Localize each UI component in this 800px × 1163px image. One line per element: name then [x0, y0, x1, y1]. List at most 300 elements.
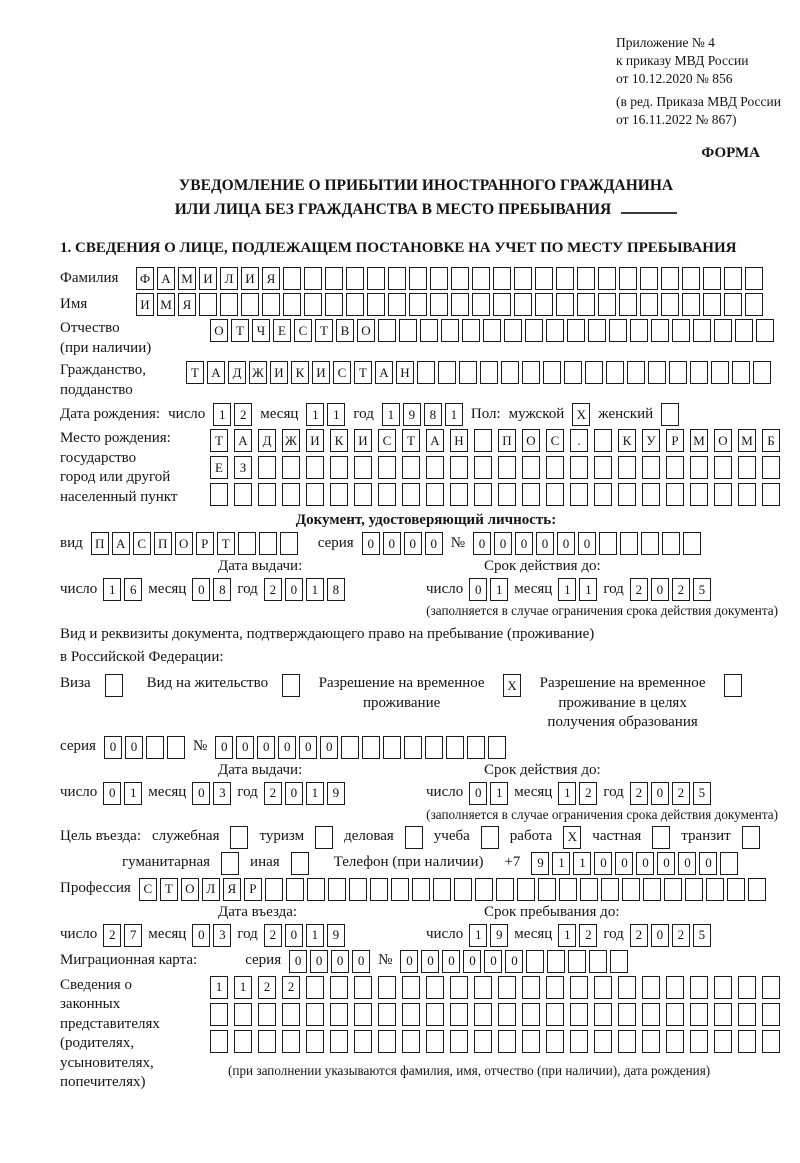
- char-cell[interactable]: 2: [672, 578, 690, 601]
- char-cell[interactable]: [642, 456, 660, 479]
- char-cell[interactable]: [483, 319, 501, 342]
- char-cell[interactable]: 0: [285, 924, 303, 947]
- char-cell[interactable]: Е: [273, 319, 291, 342]
- char-cell[interactable]: [703, 293, 721, 316]
- char-cell[interactable]: Т: [217, 532, 235, 555]
- char-cell[interactable]: [354, 976, 372, 999]
- char-cell[interactable]: 0: [404, 532, 422, 555]
- char-cell[interactable]: 0: [352, 950, 370, 973]
- stay-issue-month[interactable]: [192, 782, 231, 805]
- char-cell[interactable]: 1: [573, 852, 591, 875]
- char-cell[interactable]: [501, 361, 519, 384]
- purpose-business-checkbox[interactable]: [405, 826, 423, 849]
- char-cell[interactable]: [567, 319, 585, 342]
- char-cell[interactable]: [475, 878, 493, 901]
- char-cell[interactable]: [652, 826, 670, 849]
- char-cell[interactable]: Б: [762, 429, 780, 452]
- char-cell[interactable]: Т: [160, 878, 178, 901]
- char-cell[interactable]: [426, 1030, 444, 1053]
- char-cell[interactable]: 0: [299, 736, 317, 759]
- char-cell[interactable]: 0: [104, 736, 122, 759]
- char-cell[interactable]: [221, 852, 239, 875]
- char-cell[interactable]: [538, 878, 556, 901]
- char-cell[interactable]: [589, 950, 607, 973]
- legal-reps-input-row1[interactable]: [210, 976, 780, 999]
- char-cell[interactable]: [234, 1003, 252, 1026]
- char-cell[interactable]: [430, 267, 448, 290]
- char-cell[interactable]: Т: [354, 361, 372, 384]
- char-cell[interactable]: [450, 1003, 468, 1026]
- char-cell[interactable]: 2: [579, 924, 597, 947]
- char-cell[interactable]: [493, 293, 511, 316]
- char-cell[interactable]: 0: [484, 950, 502, 973]
- char-cell[interactable]: 2: [264, 578, 282, 601]
- char-cell[interactable]: [105, 674, 123, 697]
- stay-until-month[interactable]: [558, 924, 597, 947]
- char-cell[interactable]: И: [312, 361, 330, 384]
- char-cell[interactable]: [546, 319, 564, 342]
- char-cell[interactable]: [703, 267, 721, 290]
- char-cell[interactable]: [714, 976, 732, 999]
- char-cell[interactable]: [462, 319, 480, 342]
- char-cell[interactable]: М: [738, 429, 756, 452]
- char-cell[interactable]: 1: [327, 403, 345, 426]
- char-cell[interactable]: [349, 878, 367, 901]
- char-cell[interactable]: П: [91, 532, 109, 555]
- char-cell[interactable]: [354, 1003, 372, 1026]
- purpose-transit-checkbox[interactable]: [742, 826, 760, 849]
- char-cell[interactable]: 9: [327, 782, 345, 805]
- char-cell[interactable]: 1: [306, 782, 324, 805]
- char-cell[interactable]: К: [618, 429, 636, 452]
- char-cell[interactable]: [630, 319, 648, 342]
- char-cell[interactable]: .: [570, 429, 588, 452]
- char-cell[interactable]: [742, 826, 760, 849]
- char-cell[interactable]: 0: [192, 924, 210, 947]
- char-cell[interactable]: [762, 1030, 780, 1053]
- identity-expiry-day[interactable]: [469, 578, 508, 601]
- char-cell[interactable]: [199, 293, 217, 316]
- patronymic-input[interactable]: [210, 319, 774, 342]
- char-cell[interactable]: [234, 483, 252, 506]
- char-cell[interactable]: Н: [450, 429, 468, 452]
- char-cell[interactable]: [661, 403, 679, 426]
- char-cell[interactable]: [488, 736, 506, 759]
- char-cell[interactable]: [474, 1003, 492, 1026]
- identity-expiry-year[interactable]: [630, 578, 711, 601]
- stay-expiry-year[interactable]: [630, 782, 711, 805]
- char-cell[interactable]: 1: [234, 976, 252, 999]
- char-cell[interactable]: Т: [402, 429, 420, 452]
- char-cell[interactable]: [402, 1030, 420, 1053]
- char-cell[interactable]: [556, 267, 574, 290]
- char-cell[interactable]: С: [333, 361, 351, 384]
- char-cell[interactable]: [642, 976, 660, 999]
- char-cell[interactable]: [651, 319, 669, 342]
- char-cell[interactable]: [588, 319, 606, 342]
- char-cell[interactable]: [404, 736, 422, 759]
- char-cell[interactable]: [577, 293, 595, 316]
- char-cell[interactable]: [738, 456, 756, 479]
- char-cell[interactable]: [690, 456, 708, 479]
- char-cell[interactable]: [711, 361, 729, 384]
- char-cell[interactable]: 0: [651, 924, 669, 947]
- stay-until-year[interactable]: [630, 924, 711, 947]
- char-cell[interactable]: И: [354, 429, 372, 452]
- char-cell[interactable]: [622, 878, 640, 901]
- char-cell[interactable]: [619, 267, 637, 290]
- char-cell[interactable]: [474, 1030, 492, 1053]
- char-cell[interactable]: 0: [425, 532, 443, 555]
- char-cell[interactable]: [543, 361, 561, 384]
- char-cell[interactable]: [388, 267, 406, 290]
- char-cell[interactable]: [472, 293, 490, 316]
- char-cell[interactable]: 0: [289, 950, 307, 973]
- char-cell[interactable]: [664, 878, 682, 901]
- char-cell[interactable]: [258, 456, 276, 479]
- legal-reps-input-row3[interactable]: [210, 1030, 780, 1053]
- char-cell[interactable]: [732, 361, 750, 384]
- char-cell[interactable]: С: [133, 532, 151, 555]
- char-cell[interactable]: М: [157, 293, 175, 316]
- char-cell[interactable]: [601, 878, 619, 901]
- char-cell[interactable]: [648, 361, 666, 384]
- char-cell[interactable]: А: [375, 361, 393, 384]
- char-cell[interactable]: [642, 483, 660, 506]
- char-cell[interactable]: [328, 878, 346, 901]
- char-cell[interactable]: Р: [244, 878, 262, 901]
- char-cell[interactable]: У: [642, 429, 660, 452]
- stay-until-day[interactable]: [469, 924, 508, 947]
- char-cell[interactable]: [417, 361, 435, 384]
- char-cell[interactable]: [522, 1003, 540, 1026]
- char-cell[interactable]: [577, 267, 595, 290]
- purpose-tourism-checkbox[interactable]: [315, 826, 333, 849]
- char-cell[interactable]: Н: [396, 361, 414, 384]
- char-cell[interactable]: [594, 456, 612, 479]
- char-cell[interactable]: [666, 976, 684, 999]
- char-cell[interactable]: 0: [615, 852, 633, 875]
- char-cell[interactable]: [304, 267, 322, 290]
- char-cell[interactable]: [450, 976, 468, 999]
- char-cell[interactable]: [474, 429, 492, 452]
- purpose-official-checkbox[interactable]: [230, 826, 248, 849]
- stay-number-input[interactable]: [215, 736, 506, 759]
- char-cell[interactable]: [146, 736, 164, 759]
- temp-residence-edu-checkbox[interactable]: [724, 674, 742, 697]
- birth-place-input-row3[interactable]: [210, 483, 780, 506]
- char-cell[interactable]: [493, 267, 511, 290]
- char-cell[interactable]: [450, 483, 468, 506]
- char-cell[interactable]: [762, 456, 780, 479]
- char-cell[interactable]: [735, 319, 753, 342]
- char-cell[interactable]: 0: [236, 736, 254, 759]
- char-cell[interactable]: [706, 878, 724, 901]
- char-cell[interactable]: [661, 267, 679, 290]
- char-cell[interactable]: [474, 456, 492, 479]
- char-cell[interactable]: Л: [220, 267, 238, 290]
- char-cell[interactable]: [672, 319, 690, 342]
- char-cell[interactable]: О: [522, 429, 540, 452]
- char-cell[interactable]: 0: [320, 736, 338, 759]
- char-cell[interactable]: [258, 1003, 276, 1026]
- char-cell[interactable]: [642, 1030, 660, 1053]
- char-cell[interactable]: 1: [469, 924, 487, 947]
- char-cell[interactable]: Ч: [252, 319, 270, 342]
- char-cell[interactable]: [618, 456, 636, 479]
- legal-reps-input-row2[interactable]: [210, 1003, 780, 1026]
- char-cell[interactable]: [210, 1003, 228, 1026]
- char-cell[interactable]: О: [714, 429, 732, 452]
- purpose-work-checkbox[interactable]: [563, 826, 581, 849]
- char-cell[interactable]: 0: [536, 532, 554, 555]
- char-cell[interactable]: [378, 976, 396, 999]
- char-cell[interactable]: [570, 456, 588, 479]
- char-cell[interactable]: [685, 878, 703, 901]
- char-cell[interactable]: [690, 1030, 708, 1053]
- char-cell[interactable]: 0: [699, 852, 717, 875]
- char-cell[interactable]: [330, 976, 348, 999]
- char-cell[interactable]: [402, 1003, 420, 1026]
- char-cell[interactable]: [283, 267, 301, 290]
- char-cell[interactable]: 1: [213, 403, 231, 426]
- char-cell[interactable]: [682, 267, 700, 290]
- char-cell[interactable]: [546, 456, 564, 479]
- char-cell[interactable]: С: [139, 878, 157, 901]
- char-cell[interactable]: [454, 878, 472, 901]
- stay-series-input[interactable]: [104, 736, 185, 759]
- char-cell[interactable]: 3: [213, 924, 231, 947]
- char-cell[interactable]: [546, 1030, 564, 1053]
- char-cell[interactable]: 1: [382, 403, 400, 426]
- char-cell[interactable]: 2: [579, 782, 597, 805]
- char-cell[interactable]: [498, 976, 516, 999]
- char-cell[interactable]: Л: [202, 878, 220, 901]
- char-cell[interactable]: [514, 293, 532, 316]
- char-cell[interactable]: [241, 293, 259, 316]
- char-cell[interactable]: 1: [210, 976, 228, 999]
- char-cell[interactable]: О: [357, 319, 375, 342]
- char-cell[interactable]: [714, 1003, 732, 1026]
- char-cell[interactable]: [517, 878, 535, 901]
- char-cell[interactable]: [690, 361, 708, 384]
- char-cell[interactable]: [341, 736, 359, 759]
- char-cell[interactable]: [570, 1003, 588, 1026]
- char-cell[interactable]: 2: [258, 976, 276, 999]
- char-cell[interactable]: [609, 319, 627, 342]
- char-cell[interactable]: [627, 361, 645, 384]
- char-cell[interactable]: [330, 1003, 348, 1026]
- char-cell[interactable]: [430, 293, 448, 316]
- char-cell[interactable]: [346, 293, 364, 316]
- char-cell[interactable]: [720, 852, 738, 875]
- char-cell[interactable]: [498, 1030, 516, 1053]
- char-cell[interactable]: [306, 1030, 324, 1053]
- char-cell[interactable]: М: [178, 267, 196, 290]
- char-cell[interactable]: С: [294, 319, 312, 342]
- char-cell[interactable]: [354, 1030, 372, 1053]
- char-cell[interactable]: [522, 361, 540, 384]
- char-cell[interactable]: [546, 483, 564, 506]
- char-cell[interactable]: 0: [594, 852, 612, 875]
- char-cell[interactable]: [238, 532, 256, 555]
- char-cell[interactable]: [556, 293, 574, 316]
- char-cell[interactable]: [258, 483, 276, 506]
- char-cell[interactable]: [378, 1003, 396, 1026]
- char-cell[interactable]: [599, 532, 617, 555]
- birth-year-input[interactable]: [382, 403, 463, 426]
- char-cell[interactable]: 1: [558, 578, 576, 601]
- char-cell[interactable]: [405, 826, 423, 849]
- char-cell[interactable]: 8: [424, 403, 442, 426]
- char-cell[interactable]: [756, 319, 774, 342]
- char-cell[interactable]: 0: [383, 532, 401, 555]
- char-cell[interactable]: 0: [578, 532, 596, 555]
- char-cell[interactable]: 0: [215, 736, 233, 759]
- char-cell[interactable]: 9: [531, 852, 549, 875]
- char-cell[interactable]: 0: [421, 950, 439, 973]
- char-cell[interactable]: П: [154, 532, 172, 555]
- char-cell[interactable]: [480, 361, 498, 384]
- char-cell[interactable]: Р: [196, 532, 214, 555]
- char-cell[interactable]: 8: [213, 578, 231, 601]
- char-cell[interactable]: [714, 1030, 732, 1053]
- char-cell[interactable]: О: [210, 319, 228, 342]
- char-cell[interactable]: [325, 293, 343, 316]
- char-cell[interactable]: [306, 483, 324, 506]
- visa-checkbox[interactable]: [105, 674, 123, 697]
- char-cell[interactable]: [753, 361, 771, 384]
- char-cell[interactable]: [564, 361, 582, 384]
- char-cell[interactable]: [304, 293, 322, 316]
- char-cell[interactable]: 2: [103, 924, 121, 947]
- char-cell[interactable]: [362, 736, 380, 759]
- char-cell[interactable]: 1: [103, 578, 121, 601]
- birth-place-input-row1[interactable]: [210, 429, 780, 452]
- char-cell[interactable]: [306, 1003, 324, 1026]
- char-cell[interactable]: [522, 483, 540, 506]
- char-cell[interactable]: 9: [490, 924, 508, 947]
- char-cell[interactable]: [354, 456, 372, 479]
- char-cell[interactable]: [724, 267, 742, 290]
- char-cell[interactable]: [451, 267, 469, 290]
- char-cell[interactable]: [498, 456, 516, 479]
- char-cell[interactable]: [383, 736, 401, 759]
- char-cell[interactable]: [282, 1003, 300, 1026]
- char-cell[interactable]: [441, 319, 459, 342]
- char-cell[interactable]: [472, 267, 490, 290]
- char-cell[interactable]: [662, 532, 680, 555]
- char-cell[interactable]: [690, 483, 708, 506]
- char-cell[interactable]: [546, 976, 564, 999]
- char-cell[interactable]: [666, 483, 684, 506]
- char-cell[interactable]: [666, 1003, 684, 1026]
- char-cell[interactable]: 0: [463, 950, 481, 973]
- char-cell[interactable]: [666, 1030, 684, 1053]
- char-cell[interactable]: [738, 976, 756, 999]
- char-cell[interactable]: О: [181, 878, 199, 901]
- char-cell[interactable]: 0: [285, 578, 303, 601]
- char-cell[interactable]: [220, 293, 238, 316]
- char-cell[interactable]: [745, 293, 763, 316]
- char-cell[interactable]: [388, 293, 406, 316]
- char-cell[interactable]: [402, 483, 420, 506]
- char-cell[interactable]: [438, 361, 456, 384]
- char-cell[interactable]: [399, 319, 417, 342]
- char-cell[interactable]: [598, 293, 616, 316]
- temp-residence-checkbox[interactable]: [503, 674, 521, 697]
- char-cell[interactable]: [346, 267, 364, 290]
- char-cell[interactable]: [265, 878, 283, 901]
- char-cell[interactable]: 2: [630, 924, 648, 947]
- char-cell[interactable]: [620, 532, 638, 555]
- char-cell[interactable]: [446, 736, 464, 759]
- sex-male-checkbox[interactable]: [572, 403, 590, 426]
- char-cell[interactable]: [402, 976, 420, 999]
- char-cell[interactable]: [378, 483, 396, 506]
- char-cell[interactable]: [378, 456, 396, 479]
- char-cell[interactable]: [594, 976, 612, 999]
- char-cell[interactable]: А: [207, 361, 225, 384]
- char-cell[interactable]: 1: [306, 578, 324, 601]
- char-cell[interactable]: И: [136, 293, 154, 316]
- identity-issue-year[interactable]: [264, 578, 345, 601]
- char-cell[interactable]: К: [291, 361, 309, 384]
- char-cell[interactable]: [682, 293, 700, 316]
- char-cell[interactable]: 1: [445, 403, 463, 426]
- char-cell[interactable]: [666, 456, 684, 479]
- char-cell[interactable]: 0: [103, 782, 121, 805]
- char-cell[interactable]: X: [572, 403, 590, 426]
- char-cell[interactable]: 0: [278, 736, 296, 759]
- char-cell[interactable]: [514, 267, 532, 290]
- char-cell[interactable]: 2: [264, 782, 282, 805]
- char-cell[interactable]: Т: [186, 361, 204, 384]
- char-cell[interactable]: А: [112, 532, 130, 555]
- residence-permit-checkbox[interactable]: [282, 674, 300, 697]
- char-cell[interactable]: [262, 293, 280, 316]
- char-cell[interactable]: [522, 456, 540, 479]
- char-cell[interactable]: 6: [124, 578, 142, 601]
- char-cell[interactable]: [306, 976, 324, 999]
- char-cell[interactable]: 0: [400, 950, 418, 973]
- char-cell[interactable]: [610, 950, 628, 973]
- stay-issue-year[interactable]: [264, 782, 345, 805]
- char-cell[interactable]: [738, 1030, 756, 1053]
- char-cell[interactable]: [450, 456, 468, 479]
- char-cell[interactable]: 1: [490, 578, 508, 601]
- char-cell[interactable]: П: [498, 429, 516, 452]
- identity-expiry-month[interactable]: [558, 578, 597, 601]
- doc-number-input[interactable]: [473, 532, 701, 555]
- char-cell[interactable]: Ж: [282, 429, 300, 452]
- char-cell[interactable]: 5: [693, 924, 711, 947]
- char-cell[interactable]: [258, 1030, 276, 1053]
- char-cell[interactable]: 0: [442, 950, 460, 973]
- identity-issue-day[interactable]: [103, 578, 142, 601]
- char-cell[interactable]: [409, 293, 427, 316]
- entry-day[interactable]: [103, 924, 142, 947]
- char-cell[interactable]: [641, 532, 659, 555]
- char-cell[interactable]: 0: [515, 532, 533, 555]
- char-cell[interactable]: 2: [264, 924, 282, 947]
- char-cell[interactable]: [481, 826, 499, 849]
- char-cell[interactable]: 1: [124, 782, 142, 805]
- char-cell[interactable]: [738, 1003, 756, 1026]
- char-cell[interactable]: [526, 950, 544, 973]
- char-cell[interactable]: [367, 267, 385, 290]
- char-cell[interactable]: С: [378, 429, 396, 452]
